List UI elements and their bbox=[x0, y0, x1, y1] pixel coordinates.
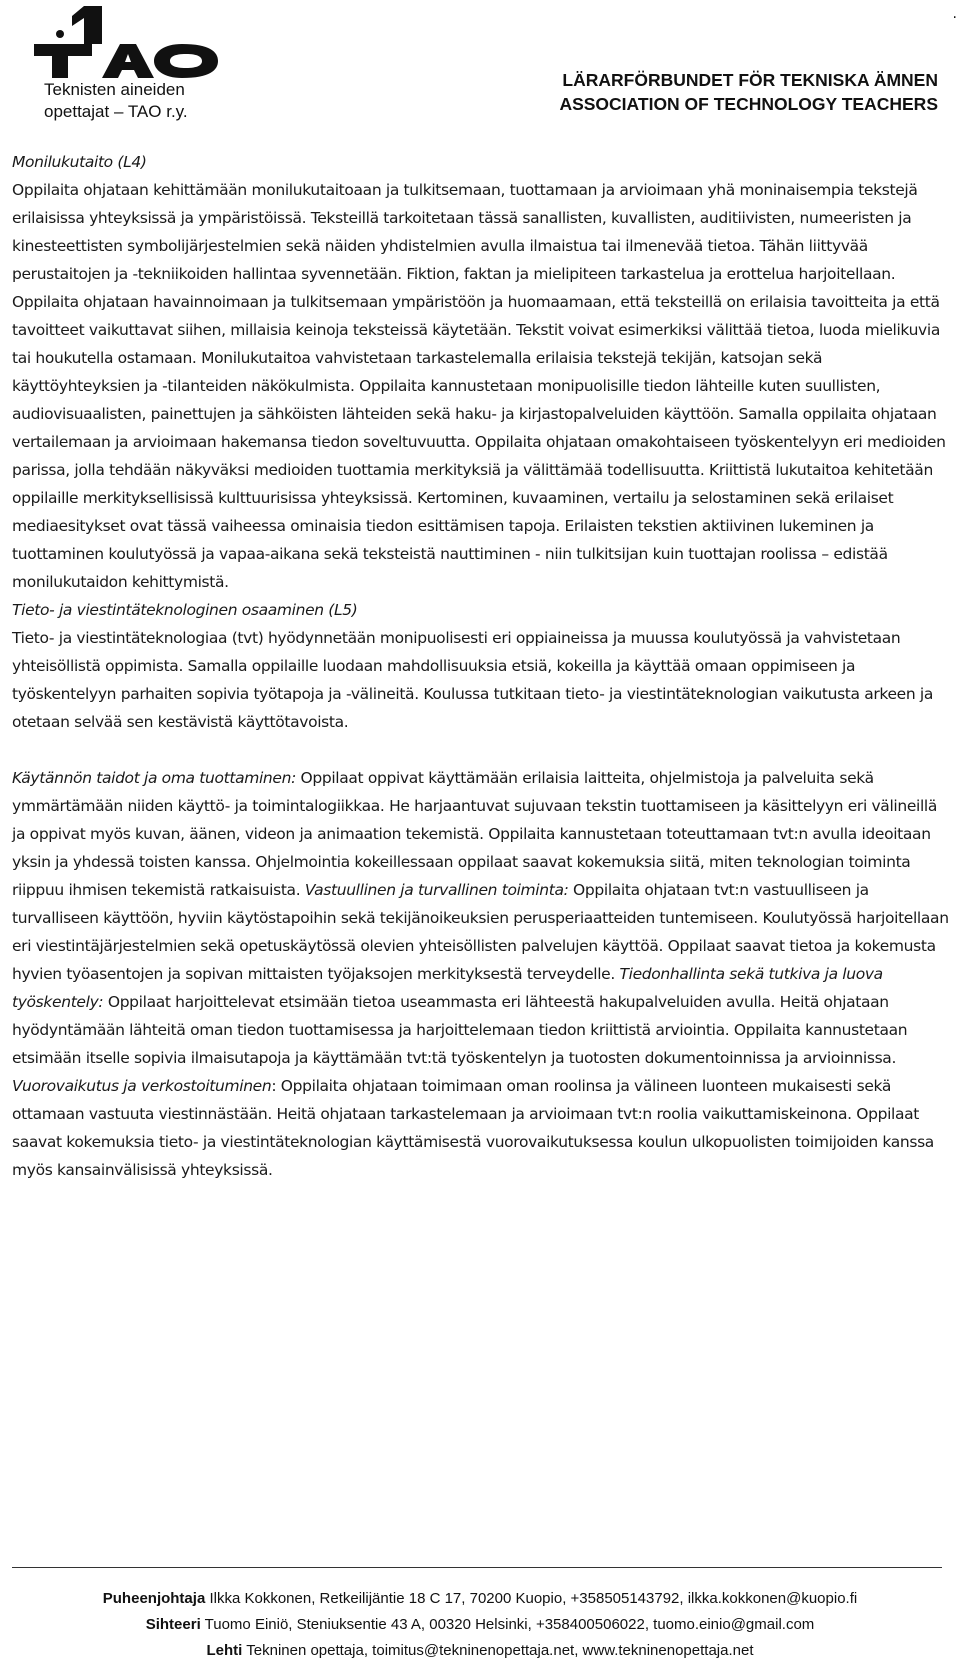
letterhead bbox=[0, 0, 960, 140]
document-body bbox=[12, 148, 952, 1184]
footer-label-chair: Puheenjohtaja bbox=[102, 1590, 206, 1607]
corner-mark: . bbox=[952, 6, 957, 22]
paragraph-ict-intro: Tieto- ja viestintäteknologiaa (tvt) hyödynnetään monipuolisesti eri oppiaineissa ja muussa koulutyössä ja vahvistetaan yhteisöllistä oppimista. Samalla oppilaille luodaan mahdollisuuksia etsiä, kokeilla ja käyttää omaan oppimiseen ja työskentelyyn parhaiten sopivia työtapoja ja -välineitä. Koulussa tutkitaan tieto- ja viestintäteknologian vaikutusta arkeen ja otetaan selvää sen kestävistä käyttötavoista. bbox=[12, 629, 934, 731]
footer-line-chair bbox=[0, 1586, 960, 1612]
tao-logo bbox=[32, 4, 222, 80]
logo-caption-line-1: Teknisten aineiden bbox=[44, 80, 185, 99]
section-heading-ict-competence: Tieto- ja viestintäteknologinen osaaminen (L5) bbox=[12, 601, 358, 619]
subheading-information-management: Tiedonhallinta sekä tutkiva ja luova työskentely: bbox=[12, 965, 883, 1011]
subheading-interaction-networking: Vuorovaikutus ja verkostoituminen bbox=[12, 1077, 272, 1095]
text-practical-skills: Oppilaat oppivat käyttämään erilaisia laitteita, ohjelmistoja ja palveluita sekä ymmärtämään niiden käyttö- ja toimintalogiikkaa. He harjaantuvat sujuvaan tekstin tuottamiseen ja käsittelyyn eri välineillä ja oppivat myös kuvan, äänen, videon ja animaation tekemistä. Oppilaita kannustetaan toteuttamaan tvt:n avulla ideoitaan yksin ja yhdessä toisten kanssa. Ohjelmointia kokeillessaan oppilaat saavat kokemuksia siitä, miten teknologian toiminta riippuu ihmisen tekemistä ratkaisuista. bbox=[12, 769, 938, 899]
footer-text-magazine: Tekninen opettaja, toimitus@tekninenopettaja.net, www.tekninenopettaja.net bbox=[242, 1642, 754, 1659]
footer-text-chair: Ilkka Kokkonen, Retkeilijäntie 18 C 17, 70200 Kuopio, +358505143792, ilkka.kokkonen@kuopio.fi bbox=[205, 1590, 858, 1607]
subheading-responsible-use: Vastuullinen ja turvallinen toiminta: bbox=[304, 881, 569, 899]
letterhead-footer bbox=[0, 1586, 960, 1664]
text-interaction-networking: : Oppilaita ohjataan toimimaan oman roolinsa ja välineen luonteen mukaisesti sekä ottamaan vastuuta viestinnästään. Heitä ohjataan tarkastelemaan ja arvioimaan tvt:n roolia vaikuttamiskeinona. Oppilaat saavat kokemuksia tieto- ja viestintäteknologian käyttämisestä vuorovaikutuksessa koulun ulkopuolisten toimijoiden kanssa myös kansainvälisissä yhteyksissä. bbox=[12, 1077, 934, 1179]
section-heading-multiliteracy: Monilukutaito (L4) bbox=[12, 153, 147, 171]
text-information-management: Oppilaat harjoittelevat etsimään tietoa useammasta eri lähteestä hakupalveluiden avulla. Heitä ohjataan hyödyntämään lähteitä oman tiedon tuottamisessa ja harjoittelemaan tiedon kriittistä arviointia. Oppilaita kannustetaan etsimään itselle sopivia ilmaisutapoja ja käyttämään tvt:tä työskentelyn ja tuotosten dokumentoinnissa ja arvioinnissa. bbox=[12, 993, 908, 1067]
text-responsible-use: Oppilaita ohjataan tvt:n vastuulliseen ja turvalliseen käyttöön, hyviin käytöstapoihin sekä tekijänoikeuksien perusperiaatteiden tuntemiseen. Koulutyössä harjoitellaan eri viestintäjärjestelmien sekä opetuskäytössä olevien yhteisöllisten palvelujen käyttöä. Oppilaat saavat tietoa ja kokemusta hyvien työasentojen ja sopivan mittaisten työjaksojen merkityksestä terveydelle. bbox=[12, 881, 949, 983]
subheading-practical-skills: Käytännön taidot ja oma tuottaminen: bbox=[12, 769, 296, 787]
footer-divider bbox=[12, 1567, 942, 1568]
organization-name bbox=[559, 68, 938, 116]
footer-text-secretary: Tuomo Einiö, Steniuksentie 43 A, 00320 Helsinki, +358400506022, tuomo.einio@gmail.com bbox=[200, 1616, 815, 1633]
footer-label-magazine: Lehti bbox=[206, 1642, 243, 1659]
organization-name-swedish: LÄRARFÖRBUNDET FÖR TEKNISKA ÄMNEN bbox=[562, 70, 938, 90]
logo-caption-line-2: opettajat – TAO r.y. bbox=[44, 102, 188, 121]
paragraph-multiliteracy: Oppilaita ohjataan kehittämään monilukutaitoaan ja tulkitsemaan, tuottamaan ja arvioimaan yhä moninaisempia tekstejä erilaisissa yhteyksissä ja ympäristöissä. Teksteillä tarkoitetaan tässä sanallisten, kuvallisten, auditiivisten, numeeristen ja kinesteettisten symbolijärjestelmien sekä näiden yhdistelmien avulla ilmaistua tai ilmenevää tietoa. Tähän liittyvää perustaitojen ja -tekniikoiden hallintaa syvennetään. Fiktion, faktan ja mielipiteen tarkastelua ja erottelua harjoitellaan. Oppilaita ohjataan havainnoimaan ja tulkitsemaan ympäristöön ja huomaamaan, että teksteillä on erilaisia tavoitteita ja että tavoitteet vaikuttavat siihen, millaisia keinoja teksteissä käytetään. Tekstit voivat esimerkiksi välittää tietoa, luoda mielikuvia tai houkutella ostamaan. Monilukutaitoa vahvistetaan tarkastelemalla erilaisia tekstejä tekijän, katsojan sekä käyttöyhteyksien ja -tilanteiden näkökulmista. Oppilaita kannustetaan monipuolisille tiedon lähteille kuten suullisten, audiovisuaalisten, painettujen ja sähköisten lähteiden sekä haku- ja kirjastopalveluiden käyttöön. Samalla oppilaita ohjataan vertailemaan ja arvioimaan hakemansa tiedon soveltuvuutta. Oppilaita ohjataan omakohtaiseen työskentelyyn eri medioiden parissa, jolla tehdään näkyväksi medioiden tuottamia merkityksiä ja välittämää todellisuutta. Kriittistä lukutaitoa kehitetään oppilaille merkityksellisissä kulttuurisissa yhteyksissä. Kertominen, kuvaaminen, vertailu ja selostaminen sekä erilaiset mediaesitykset ovat tässä vaiheessa ominaisia tiedon esittämisen tapoja. Erilaisten tekstien aktiivinen lukeminen ja tuottaminen koulutyössä ja vapaa-aikana sekä teksteistä nauttiminen - niin tulkitsijan kuin tuottajan roolissa – edistää monilukutaidon kehittymistä. bbox=[12, 181, 946, 591]
logo-caption bbox=[44, 79, 244, 123]
footer-label-secretary: Sihteeri bbox=[145, 1616, 201, 1633]
paragraph-spacer bbox=[12, 736, 952, 764]
footer-line-secretary bbox=[0, 1612, 960, 1638]
organization-name-english: ASSOCIATION OF TECHNOLOGY TEACHERS bbox=[559, 94, 938, 114]
footer-line-magazine bbox=[0, 1638, 960, 1664]
tao-logo-mark-icon bbox=[32, 4, 222, 80]
paragraph-ict-areas bbox=[12, 764, 952, 1184]
